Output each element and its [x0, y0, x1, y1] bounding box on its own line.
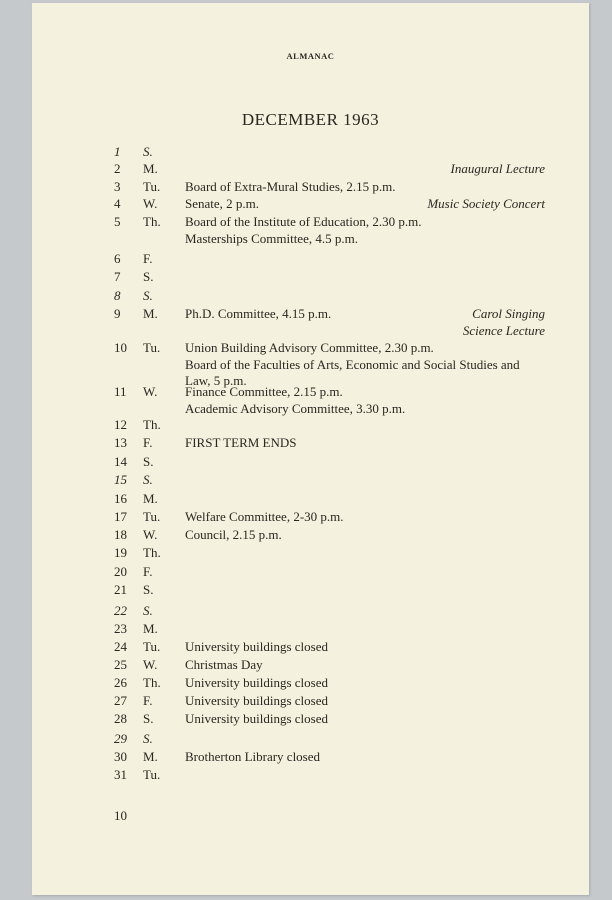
day-number: 26	[114, 675, 127, 690]
day-number: 30	[114, 749, 127, 764]
weekday: S.	[143, 711, 154, 726]
weekday: W.	[143, 384, 158, 399]
event-note	[427, 196, 545, 213]
weekday: Tu.	[143, 179, 161, 194]
event-item: Law, 5 p.m.	[185, 373, 247, 388]
event-list	[185, 711, 545, 728]
weekday: Th.	[143, 214, 161, 229]
day-number: 18	[114, 527, 127, 542]
day-number: 27	[114, 693, 127, 708]
day-number: 1	[114, 144, 121, 159]
weekday: M.	[143, 749, 158, 764]
day-number: 16	[114, 491, 127, 506]
day-number: 10	[114, 340, 127, 355]
day-number: 23	[114, 621, 127, 636]
weekday: F.	[143, 693, 153, 708]
day-number: 21	[114, 582, 127, 597]
event-item: Academic Advisory Committee, 3.30 p.m.	[185, 400, 406, 416]
weekday: S.	[143, 144, 153, 159]
note-item: Carol Singing	[472, 306, 545, 321]
day-number: 28	[114, 711, 127, 726]
day-number: 5	[114, 214, 121, 229]
event-item: Union Building Advisory Committee, 2.30 p.m.	[185, 340, 434, 355]
weekday: Th.	[143, 545, 161, 560]
weekday: M.	[143, 161, 158, 176]
day-number: 6	[114, 251, 121, 266]
weekday: M.	[143, 306, 158, 321]
note-item: Science Lecture	[462, 322, 545, 338]
event-list	[185, 749, 545, 766]
day-number: 7	[114, 269, 121, 284]
weekday: S.	[143, 731, 153, 746]
event-list	[185, 693, 545, 710]
event-list	[185, 435, 545, 452]
event-list	[185, 657, 545, 674]
event-note	[463, 306, 545, 339]
event-item: University buildings closed	[185, 675, 328, 690]
event-item: University buildings closed	[185, 711, 328, 726]
weekday: Th.	[143, 417, 161, 432]
day-number: 12	[114, 417, 127, 432]
event-item: Council, 2.15 p.m.	[185, 527, 282, 542]
day-number: 4	[114, 196, 121, 211]
event-item: FIRST TERM ENDS	[185, 435, 297, 450]
weekday: S.	[143, 454, 154, 469]
event-note	[451, 161, 545, 178]
weekday: F.	[143, 251, 153, 266]
day-number: 11	[114, 384, 127, 399]
page-number: 10	[114, 808, 127, 823]
event-item: Brotherton Library closed	[185, 749, 321, 764]
day-number: 8	[114, 288, 121, 303]
weekday: W.	[143, 527, 158, 542]
event-item: University buildings closed	[185, 693, 328, 708]
note-item: Inaugural Lecture	[450, 161, 545, 176]
weekday: F.	[143, 564, 153, 579]
event-item: Welfare Committee, 2-30 p.m.	[185, 509, 344, 524]
weekday: M.	[143, 621, 158, 636]
running-head: ALMANAC	[286, 51, 335, 61]
weekday: Tu.	[143, 639, 161, 654]
weekday: Tu.	[143, 767, 161, 782]
weekday: S.	[143, 288, 153, 303]
weekday: S.	[143, 269, 154, 284]
weekday: S.	[143, 472, 153, 487]
day-number: 3	[114, 179, 121, 194]
day-number: 22	[114, 603, 127, 618]
weekday: S.	[143, 603, 153, 618]
day-number: 24	[114, 639, 127, 654]
weekday: Tu.	[143, 340, 161, 355]
day-number: 29	[114, 731, 127, 746]
event-item: Masterships Committee, 4.5 p.m.	[185, 230, 358, 246]
event-item: University buildings closed	[185, 639, 328, 654]
day-number: 15	[114, 472, 127, 487]
weekday: W.	[143, 657, 158, 672]
weekday: S.	[143, 582, 154, 597]
event-item: Board of Extra-Mural Studies, 2.15 p.m.	[185, 179, 396, 194]
event-list	[185, 639, 545, 656]
day-number: 14	[114, 454, 127, 469]
event-list	[185, 675, 545, 692]
event-list	[185, 527, 545, 544]
event-item: Board of the Faculties of Arts, Economic and Social Studies and	[185, 356, 520, 372]
event-item: Board of the Institute of Education, 2.30 p.m.	[185, 214, 422, 229]
page-title: DECEMBER 1963	[241, 110, 380, 129]
event-item: Ph.D. Committee, 4.15 p.m.	[185, 306, 332, 321]
note-item: Music Society Concert	[427, 196, 545, 211]
weekday: W.	[143, 196, 158, 211]
event-list	[185, 179, 545, 196]
weekday: F.	[143, 435, 153, 450]
day-number: 2	[114, 161, 121, 176]
day-number: 20	[114, 564, 127, 579]
weekday: Th.	[143, 675, 161, 690]
weekday: Tu.	[143, 509, 161, 524]
event-list	[185, 340, 545, 390]
event-item: Senate, 2 p.m.	[185, 196, 260, 211]
day-number: 13	[114, 435, 127, 450]
day-number: 19	[114, 545, 127, 560]
event-list	[185, 384, 545, 417]
event-item: Finance Committee, 2.15 p.m.	[185, 384, 343, 399]
page	[32, 3, 589, 895]
day-number: 25	[114, 657, 127, 672]
weekday: M.	[143, 491, 158, 506]
day-number: 17	[114, 509, 127, 524]
day-number: 9	[114, 306, 121, 321]
event-list	[185, 509, 545, 526]
event-item: Christmas Day	[185, 657, 263, 672]
day-number: 31	[114, 767, 127, 782]
event-list	[185, 214, 545, 247]
